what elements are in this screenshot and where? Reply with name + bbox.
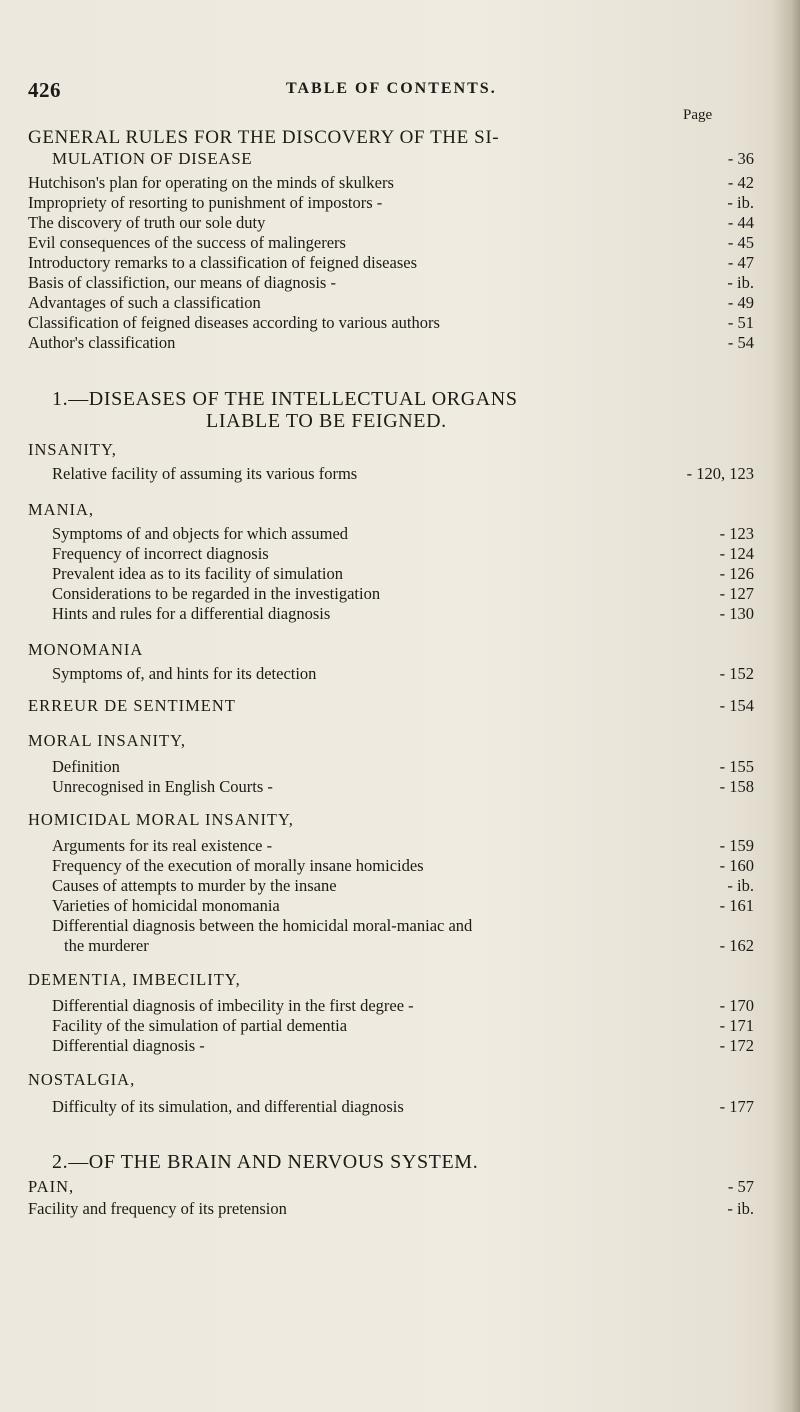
toc-entry-page: - 152 — [719, 664, 754, 683]
toc-entry-text: Introductory remarks to a classification of feigned diseases — [28, 253, 417, 272]
toc-entry-page: - 126 — [719, 564, 754, 583]
toc-entry — [0, 1198, 800, 1222]
toc-entry-text: Frequency of incorrect diagnosis — [52, 544, 269, 563]
toc-entry-page: - 155 — [719, 757, 754, 776]
toc-entry-page: - 154 — [719, 696, 754, 715]
page-number: 426 — [28, 78, 61, 102]
toc-entry-text: Basis of classifiction, our means of diagnosis - — [28, 273, 336, 292]
general-heading-line2: MULATION OF DISEASE — [52, 149, 253, 168]
toc-entry-text: Hutchison's plan for operating on the minds of skulkers — [28, 173, 394, 192]
toc-entry — [0, 1035, 800, 1059]
toc-entry-page: - 44 — [727, 213, 754, 232]
toc-entry-page: - 170 — [719, 996, 754, 1015]
toc-entry-text: Frequency of the execution of morally insane homicides — [52, 856, 424, 875]
toc-entry-text: Author's classification — [28, 333, 176, 352]
toc-entry-page: - 49 — [727, 293, 754, 312]
toc-entry — [0, 663, 800, 687]
general-heading-line1: GENERAL RULES FOR THE DISCOVERY OF THE SI- — [28, 127, 500, 148]
moral-insanity-head: MORAL INSANITY, — [28, 731, 187, 750]
toc-entry-text: Symptoms of and objects for which assumed — [52, 524, 349, 543]
toc-entry-text: Differential diagnosis of imbecility in the first degree - — [52, 996, 414, 1015]
dementia-head: DEMENTIA, IMBECILITY, — [28, 970, 241, 989]
mania-head: MANIA, — [28, 500, 95, 519]
section1-heading-line2: LIABLE TO BE FEIGNED. — [206, 410, 447, 432]
toc-entry — [0, 332, 800, 356]
toc-entry-page: - 171 — [719, 1016, 754, 1035]
toc-entry-page: - 158 — [719, 777, 754, 796]
toc-entry-text: Advantages of such a classification — [28, 293, 261, 312]
toc-entry-page: - ib. — [727, 876, 754, 895]
toc-entry — [0, 935, 800, 959]
erreur-row — [0, 695, 800, 719]
homicidal-head: HOMICIDAL MORAL INSANITY, — [28, 810, 294, 829]
toc-entry-page: - ib. — [727, 193, 754, 212]
toc-entry-text: Facility of the simulation of partial dementia — [52, 1016, 348, 1035]
section2-heading: 2.—OF THE BRAIN AND NERVOUS SYSTEM. — [52, 1151, 479, 1173]
nostalgia-head: NOSTALGIA, — [28, 1070, 136, 1089]
pain-head: PAIN, — [28, 1177, 75, 1196]
toc-entry-page: - 172 — [719, 1036, 754, 1055]
toc-entry-page: - 124 — [719, 544, 754, 563]
toc-entry-page: - 123 — [719, 524, 754, 543]
toc-entry-text: the murderer — [64, 936, 149, 955]
erreur-head: ERREUR DE SENTIMENT — [28, 696, 236, 715]
running-title: TABLE OF CONTENTS. — [286, 80, 497, 97]
toc-entry-page: - ib. — [727, 273, 754, 292]
toc-entry — [0, 463, 800, 487]
running-head — [28, 78, 768, 102]
toc-entry-text: Facility and frequency of its pretension — [28, 1199, 287, 1218]
toc-entry-text: Considerations to be regarded in the investigation — [52, 584, 381, 603]
toc-entry — [0, 1096, 800, 1120]
toc-entry-text: The discovery of truth our sole duty — [28, 213, 266, 232]
monomania-head: MONOMANIA — [28, 640, 144, 659]
toc-entry-page: - 120, 123 — [686, 464, 754, 483]
general-heading-line2-row — [0, 148, 800, 172]
insanity-head: INSANITY, — [28, 440, 117, 459]
toc-entry-page: - 162 — [719, 936, 754, 955]
toc-entry-text: Varieties of homicidal monomania — [52, 896, 280, 915]
pain-row — [0, 1176, 800, 1200]
toc-entry-page: - ib. — [727, 1199, 754, 1218]
toc-entry-page: - 127 — [719, 584, 754, 603]
toc-entry-page: - 130 — [719, 604, 754, 623]
toc-entry-page: - 45 — [727, 233, 754, 252]
toc-entry-text: Differential diagnosis between the homicidal moral-maniac and — [52, 916, 473, 935]
toc-entry-text: Symptoms of, and hints for its detection — [52, 664, 317, 683]
toc-entry-text: Hints and rules for a differential diagnosis — [52, 604, 331, 623]
toc-entry-page: - 47 — [727, 253, 754, 272]
toc-entry-text: Arguments for its real existence - — [52, 836, 273, 855]
toc-entry-text: Difficulty of its simulation, and differential diagnosis — [52, 1097, 404, 1116]
toc-entry-text: Prevalent idea as to its facility of simulation — [52, 564, 343, 583]
toc-entry-text: Differential diagnosis - — [52, 1036, 205, 1055]
toc-entry-text: Impropriety of resorting to punishment of impostors - — [28, 193, 383, 212]
toc-entry-page: - 42 — [727, 173, 754, 192]
toc-entry-text: Causes of attempts to murder by the insane — [52, 876, 337, 895]
toc-entry-text: Classification of feigned diseases according to various authors — [28, 313, 440, 332]
toc-entry-page: - 54 — [727, 333, 754, 352]
toc-entry — [0, 776, 800, 800]
toc-entry-page: - 161 — [719, 896, 754, 915]
page-column-label: Page — [683, 107, 713, 123]
toc-entry-page: - 57 — [727, 1177, 754, 1196]
toc-entry-text: Unrecognised in English Courts - — [52, 777, 273, 796]
toc-entry-page: - 51 — [727, 313, 754, 332]
toc-entry-page: - 159 — [719, 836, 754, 855]
general-heading-page: - 36 — [727, 149, 754, 168]
toc-entry-page: - 160 — [719, 856, 754, 875]
toc-entry-text: Relative facility of assuming its various forms — [52, 464, 358, 483]
section1-heading-line1: 1.—DISEASES OF THE INTELLECTUAL ORGANS — [52, 388, 518, 410]
toc-entry-text: Definition — [52, 757, 120, 776]
toc-entry-page: - 177 — [719, 1097, 754, 1116]
toc-entry — [0, 603, 800, 627]
toc-entry-text: Evil consequences of the success of malingerers — [28, 233, 346, 252]
